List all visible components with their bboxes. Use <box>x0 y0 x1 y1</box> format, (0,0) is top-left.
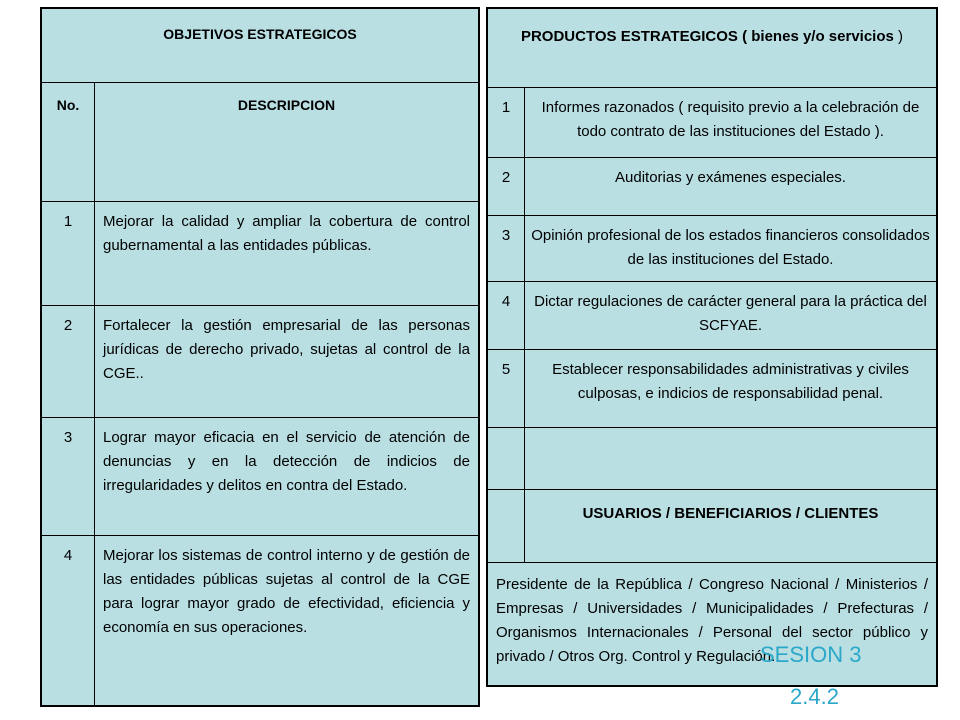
table-row <box>487 88 937 158</box>
users-list: Presidente de la República / Congreso Nacional / Ministerios / Empresas / Universidades / Municipalidades / Prefecturas / Organismos Internacionales / Personal del sector público y privado / Otros Org. Control y Regulación. <box>487 563 937 687</box>
row-number: 1 <box>487 88 525 158</box>
objetivos-header-row <box>41 83 479 202</box>
objetivos-title: OBJETIVOS ESTRATEGICOS <box>41 8 479 83</box>
table-row <box>41 202 479 306</box>
row-description: Dictar regulaciones de carácter general para la práctica del SCFYAE. <box>525 282 938 350</box>
row-number: 3 <box>41 418 95 536</box>
table-row <box>487 158 937 216</box>
users-title: USUARIOS / BENEFICIARIOS / CLIENTES <box>525 490 938 563</box>
row-description: Opinión profesional de los estados financieros consolidados de las instituciones del Estado. <box>525 216 938 282</box>
col-desc-header: DESCRIPCION <box>95 83 480 202</box>
row-number: 4 <box>41 536 95 706</box>
session-label: SESION 3 <box>760 642 862 667</box>
row-description: Establecer responsabilidades administrativas y civiles culposas, e indicios de responsabilidad penal. <box>525 350 938 428</box>
users-header-row <box>487 490 937 563</box>
objetivos-table <box>40 7 480 707</box>
row-number: 2 <box>41 306 95 418</box>
row-number: 1 <box>41 202 95 306</box>
table-row <box>487 350 937 428</box>
table-row <box>487 216 937 282</box>
row-description: Fortalecer la gestión empresarial de las personas jurídicas de derecho privado, sujetas al control de la CGE.. <box>95 306 480 418</box>
row-description: Mejorar los sistemas de control interno y de gestión de las entidades públicas sujetas al control de la CGE para lograr mayor grado de efectividad, eficiencia y economía en sus operaciones. <box>95 536 480 706</box>
row-number: 5 <box>487 350 525 428</box>
table-row <box>41 418 479 536</box>
session-number: 2.4.2 <box>790 684 839 709</box>
table-row <box>41 536 479 706</box>
row-description: Lograr mayor eficacia en el servicio de atención de denuncias y en la detección de indicios de irregularidades y delitos en contra del Estado. <box>95 418 480 536</box>
table-row <box>487 282 937 350</box>
row-description: Mejorar la calidad y ampliar la cobertura de control gubernamental a las entidades públicas. <box>95 202 480 306</box>
row-description: Informes razonados ( requisito previo a la celebración de todo contrato de las instituciones del Estado ). <box>525 88 938 158</box>
row-number: 4 <box>487 282 525 350</box>
row-number: 3 <box>487 216 525 282</box>
row-description: Auditorias y exámenes especiales. <box>525 158 938 216</box>
empty-row <box>487 428 937 490</box>
productos-title-bold: PRODUCTOS ESTRATEGICOS ( bienes y/o servicios <box>520 28 894 45</box>
productos-title <box>487 8 937 88</box>
table-row <box>41 306 479 418</box>
productos-table <box>486 7 938 687</box>
row-number: 2 <box>487 158 525 216</box>
productos-title-end: ) <box>893 28 904 45</box>
col-no-header: No. <box>41 83 95 202</box>
